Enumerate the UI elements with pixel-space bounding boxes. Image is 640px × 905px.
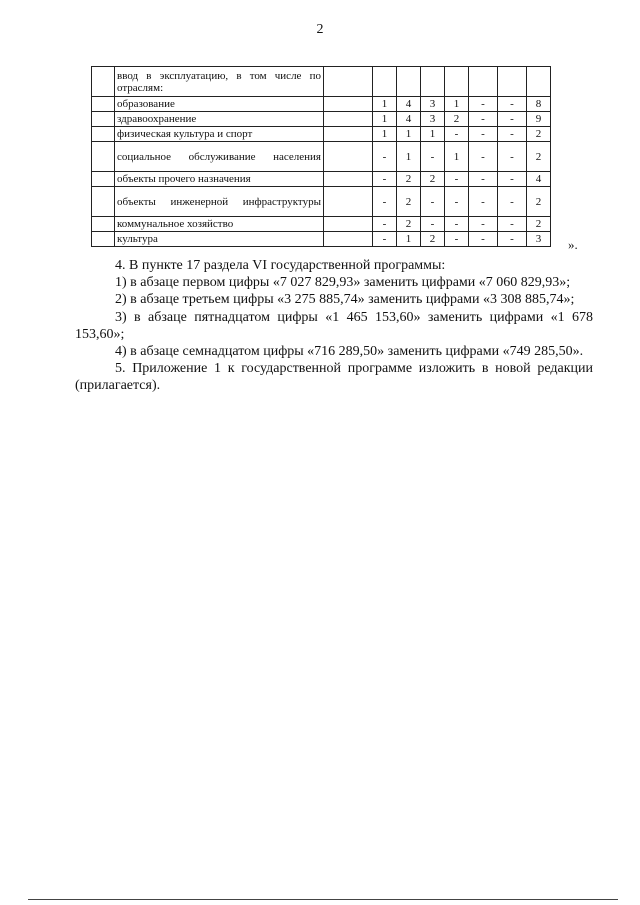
row-label: здравоохранение <box>115 112 324 127</box>
table-left-cell <box>92 67 115 97</box>
row-total: 9 <box>527 112 551 127</box>
row-value <box>373 67 397 97</box>
row-value: - <box>469 187 498 217</box>
row-value: 2 <box>421 172 445 187</box>
row-value: - <box>373 142 397 172</box>
table-gap-cell <box>324 172 373 187</box>
document-body <box>75 257 593 395</box>
table-left-cell <box>92 187 115 217</box>
row-value: - <box>445 217 469 232</box>
row-label: социальное обслуживание населения <box>115 142 324 172</box>
row-value: - <box>421 187 445 217</box>
row-value: - <box>498 142 527 172</box>
table-gap-cell <box>324 232 373 247</box>
row-value: - <box>445 172 469 187</box>
paragraph-4-1: 1) в абзаце первом цифры «7 027 829,93» заменить цифрами «7 060 829,93»; <box>115 275 571 291</box>
row-label: объекты инженерной инфраструктуры <box>115 187 324 217</box>
row-value: - <box>469 172 498 187</box>
row-value: - <box>498 97 527 112</box>
row-value: - <box>421 217 445 232</box>
page-number: 2 <box>316 22 324 37</box>
row-value: - <box>498 187 527 217</box>
row-value: - <box>469 217 498 232</box>
table-gap-cell <box>324 142 373 172</box>
row-value <box>445 67 469 97</box>
row-value <box>421 67 445 97</box>
row-total: 3 <box>527 232 551 247</box>
row-value: - <box>445 187 469 217</box>
table-gap-cell <box>324 112 373 127</box>
table-row <box>92 187 551 217</box>
row-value: - <box>469 112 498 127</box>
row-value: 4 <box>397 112 421 127</box>
row-value: 1 <box>373 97 397 112</box>
row-total: 4 <box>527 172 551 187</box>
table-row <box>92 142 551 172</box>
paragraph-4-3: 3) в абзаце пятнадцатом цифры «1 465 153,60» заменить цифрами «1 678 153,60»; <box>75 309 593 342</box>
row-value: - <box>498 217 527 232</box>
row-value: 1 <box>397 127 421 142</box>
row-value: - <box>498 127 527 142</box>
row-value: - <box>421 142 445 172</box>
row-value: 2 <box>445 112 469 127</box>
row-value: - <box>373 232 397 247</box>
table-row <box>92 112 551 127</box>
table-row <box>92 127 551 142</box>
table-row <box>92 97 551 112</box>
paragraph-4: 4. В пункте 17 раздела VI государственной программы: <box>115 258 446 273</box>
row-value: 1 <box>421 127 445 142</box>
row-value: 1 <box>373 112 397 127</box>
row-value: 1 <box>373 127 397 142</box>
table-row <box>92 217 551 232</box>
paragraph-4-4: 4) в абзаце семнадцатом цифры «716 289,50» заменить цифрами «749 285,50». <box>115 344 584 360</box>
table-row <box>92 172 551 187</box>
row-value: - <box>469 232 498 247</box>
row-value: - <box>469 142 498 172</box>
row-label: физическая культура и спорт <box>115 127 324 142</box>
row-label: культура <box>115 232 324 247</box>
row-total: 2 <box>527 127 551 142</box>
footer-rule <box>28 899 618 900</box>
row-value: 2 <box>397 187 421 217</box>
row-value: 2 <box>421 232 445 247</box>
table-left-cell <box>92 232 115 247</box>
table-left-cell <box>92 112 115 127</box>
table-left-cell <box>92 217 115 232</box>
closing-quote: ». <box>568 237 578 252</box>
row-value: 4 <box>397 97 421 112</box>
row-value: - <box>498 172 527 187</box>
row-value: 3 <box>421 112 445 127</box>
table-left-cell <box>92 127 115 142</box>
row-value: - <box>445 127 469 142</box>
row-label: образование <box>115 97 324 112</box>
row-value: - <box>445 232 469 247</box>
paragraph-5: 5. Приложение 1 к государственной программе изложить в новой редакции (прилагается). <box>75 361 593 394</box>
row-total: 8 <box>527 97 551 112</box>
row-value: 1 <box>397 232 421 247</box>
table-gap-cell <box>324 67 373 97</box>
row-total: 2 <box>527 217 551 232</box>
paragraph-4-2: 2) в абзаце третьем цифры «3 275 885,74» заменить цифрами «3 308 885,74»; <box>115 292 575 308</box>
row-value: 2 <box>397 217 421 232</box>
row-value: 3 <box>421 97 445 112</box>
row-value: - <box>373 187 397 217</box>
table-left-cell <box>92 97 115 112</box>
row-value: 1 <box>397 142 421 172</box>
row-label: объекты прочего назначения <box>115 172 324 187</box>
row-value <box>397 67 421 97</box>
row-value: - <box>373 217 397 232</box>
row-total <box>527 67 551 97</box>
program-table <box>91 66 551 247</box>
table-left-cell <box>92 172 115 187</box>
row-label: коммунальное хозяйство <box>115 217 324 232</box>
row-value: 1 <box>445 142 469 172</box>
table-row <box>92 232 551 247</box>
row-total: 2 <box>527 142 551 172</box>
row-value <box>498 67 527 97</box>
row-total: 2 <box>527 187 551 217</box>
table-left-cell <box>92 142 115 172</box>
table-gap-cell <box>324 97 373 112</box>
table-gap-cell <box>324 127 373 142</box>
row-value: - <box>469 97 498 112</box>
table-gap-cell <box>324 217 373 232</box>
row-value: 1 <box>445 97 469 112</box>
row-value: 2 <box>397 172 421 187</box>
table-row <box>92 67 551 97</box>
row-value: - <box>498 232 527 247</box>
row-value: - <box>469 127 498 142</box>
row-value <box>469 67 498 97</box>
table-gap-cell <box>324 187 373 217</box>
row-value: - <box>373 172 397 187</box>
row-label: ввод в эксплуатацию, в том числе по отраслям: <box>115 67 324 97</box>
row-value: - <box>498 112 527 127</box>
